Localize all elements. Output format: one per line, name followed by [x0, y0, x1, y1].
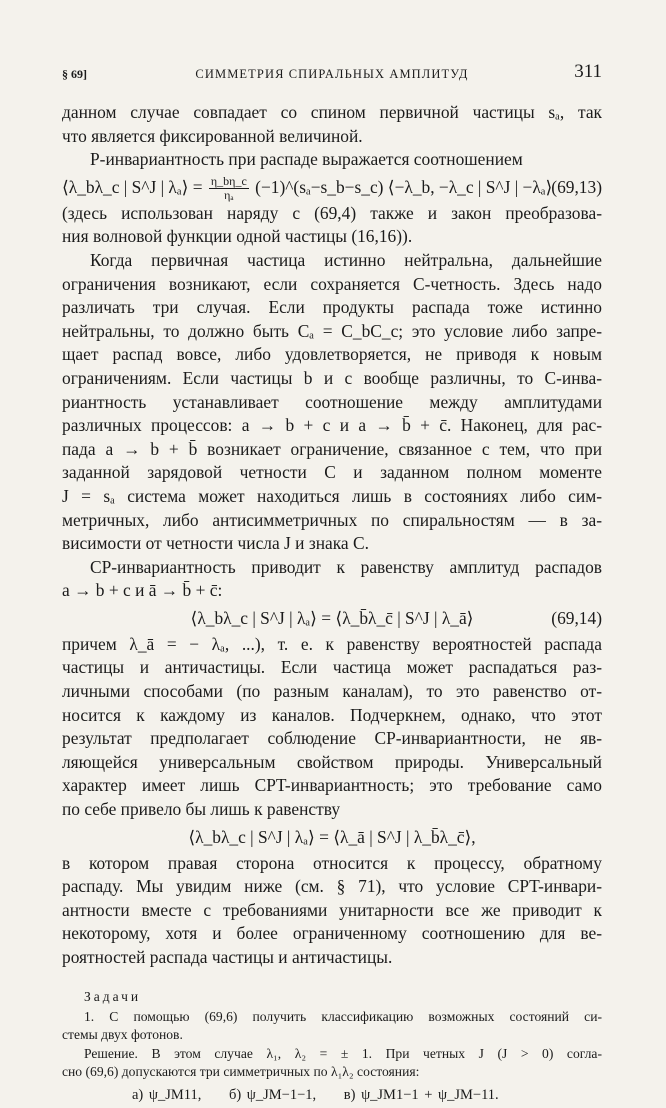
eq15-formula: ⟨λ_bλ_c | S^J | λₐ⟩ = ⟨λ_ā | S^J | λ_b̄λ_c̄⟩, [188, 826, 476, 847]
equation-number: (69,14) [551, 607, 602, 628]
text-line: что является фиксированной величиной. [62, 125, 363, 146]
text-line: щает распад вовсе, либо удовлетворяется, не приводя к новым [62, 344, 602, 365]
text-line: ляющейся универсальным свойством природы. Универсальный [62, 751, 602, 772]
text-line: метричных, либо антисимметричных по спиральностям — в за- [62, 509, 602, 530]
text-line: распаду. Мы увидим ниже (см. § 71), что условие CPT-инвари- [62, 876, 602, 897]
text-line: носится к каждому из каналов. Подчеркнем, однако, что этот [62, 704, 602, 725]
text-line: пада a → b + b̄ возникает ограничение, связанное с тем, что при [62, 438, 602, 459]
problem-line: 1. С помощью (69,6) получить классификацию возможных состояний си- [84, 1008, 602, 1024]
eq13-frac-num: η_bη_c [210, 174, 247, 189]
page-body [62, 101, 602, 1108]
text-line: роятностей распада частицы и античастицы. [62, 947, 393, 967]
equation-69-14 [62, 603, 602, 633]
text-line: характер имеет лишь CPT-инвариантность; это требование само [62, 775, 602, 796]
solution-line: сно (69,6) допускаются три симметричных по λ₁λ₂ состояния: [62, 1064, 420, 1080]
text-line: частицы и античастицы. Если частица может распадаться раз- [62, 657, 602, 678]
text-line: результат предполагает соблюдение CP-инвариантности, не яв- [62, 728, 602, 749]
text-line: a → b + c и ā → b̄ + c̄: [62, 580, 223, 601]
text-line: нейтральны, то должно быть Cₐ = C_bC_c; это условие либо запре- [62, 320, 602, 341]
text-line: (здесь использован наряду с (69,4) также и закон преобразова- [62, 202, 602, 223]
text-line: ограничениям. Если частицы b и c вообще различны, то C-инва- [62, 367, 602, 388]
solution-line: Решение. В этом случае λ₁, λ₂ = ± 1. При четных J (J > 0) согла- [84, 1045, 602, 1061]
text-line: некоторому, хотя и более ограниченному соотношению для ве- [62, 923, 602, 944]
eq13-left: ⟨λ_bλ_c | S^J | λₐ⟩ = [62, 176, 203, 197]
text-line: по себе привело бы лишь к равенству [62, 799, 341, 820]
text-line: в котором правая сторона относится к процессу, обратному [62, 852, 602, 873]
running-title: СИММЕТРИЯ СПИРАЛЬНЫХ АМПЛИТУД [195, 67, 469, 81]
state-c: в) ψ_JM1−1 + ψ_JM−11. [343, 1086, 499, 1103]
equation-number: (69,13) [551, 176, 602, 197]
problem-line: стемы двух фотонов. [62, 1027, 183, 1043]
state-a: а) ψ_JM11, [132, 1086, 202, 1103]
eq13-fraction [209, 175, 249, 202]
text-line: риантность устанавливает соотношение между амплитудами [62, 391, 602, 412]
text-line: заданной зарядовой четности C и заданном полном моменте [62, 462, 602, 483]
text-line: антности вместе с требованиями унитарности все же приводит к [62, 899, 602, 920]
text-line: висимости от четности числа J и знака C. [62, 533, 369, 554]
page-number: 311 [574, 61, 602, 82]
equation-69-13 [62, 172, 602, 202]
equation-cpt [62, 822, 602, 852]
eq13-frac-den: ηₐ [224, 188, 234, 203]
symmetric-states [62, 1082, 602, 1108]
eq14-formula: ⟨λ_bλ_c | S^J | λₐ⟩ = ⟨λ_b̄λ_c̄ | S^J | λ_ā⟩ [190, 607, 474, 628]
text-line: различных процессов: a → b + c и a → b̄ + c̄. Наконец, для рас- [62, 415, 602, 436]
text-line: P-инвариантность при распаде выражается соотношением [90, 149, 523, 170]
problems-heading: Задачи [84, 988, 142, 1004]
text-line: причем λ_ā = − λₐ, ...), т. е. к равенству вероятностей распада [62, 633, 602, 654]
running-header [62, 61, 602, 88]
text-line: ния волновой функции одной частицы (16,16)). [62, 226, 413, 247]
text-line: данном случае совпадает со спином первичной частицы sₐ, так [62, 102, 602, 122]
text-line: личными способами (по разным каналам), то это равенство от- [62, 681, 602, 702]
text-line: Когда первичная частица истинно нейтральна, дальнейшие [90, 249, 602, 270]
state-b: б) ψ_JM−1−1, [228, 1086, 317, 1103]
eq13-right: (−1)^(sₐ−s_b−s_c) ⟨−λ_b, −λ_c | S^J | −λₐ⟩ [255, 176, 553, 197]
text-line: CP-инвариантность приводит к равенству амплитуд распадов [90, 556, 602, 577]
section-marker: § 69] [62, 67, 87, 81]
text-line: различать три случая. Если продукты распада тоже истинно [62, 297, 602, 318]
text-line: J = sₐ система может находиться лишь в состояниях либо сим- [62, 485, 602, 506]
text-line: ограничения возникают, если сохраняется C-четность. Здесь надо [62, 273, 602, 294]
